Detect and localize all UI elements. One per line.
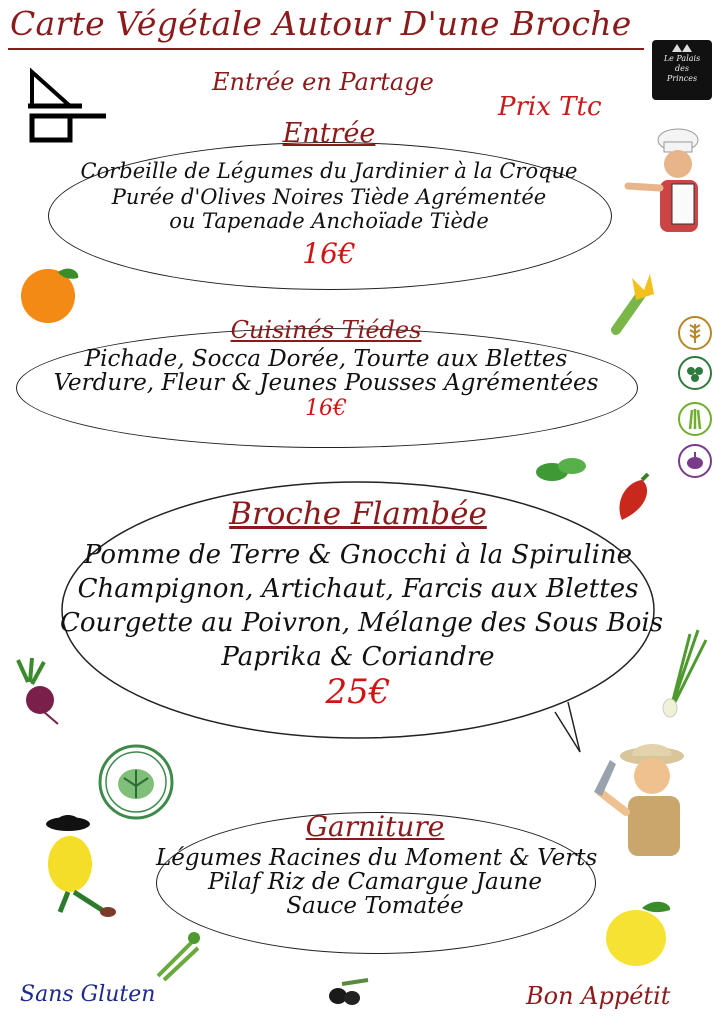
explorer-chef-icon: [586, 742, 712, 870]
beet-icon: [8, 654, 68, 726]
menu-item-line: Verdure, Fleur & Jeunes Pousses Agrémentées: [53, 370, 599, 396]
olive-badge-icon: [678, 356, 712, 390]
palace-logo-icon: [652, 40, 712, 100]
title-underline: [8, 48, 644, 50]
section-broche: [60, 496, 664, 712]
section-heading: Entrée: [282, 118, 376, 149]
logo-line-1: Le Palais: [663, 54, 701, 63]
cabbage-stamp-icon: [96, 742, 176, 822]
orange-icon: [18, 264, 84, 324]
wheat-badge-icon: [678, 316, 712, 350]
section-entree: [48, 118, 610, 270]
zucchini-flower-icon: [606, 270, 662, 336]
menu-item-line: Pichade, Socca Dorée, Tourte aux Blettes: [84, 346, 568, 372]
spring-onion-icon: [656, 624, 712, 720]
menu-item-line: Courgette au Poivron, Mélange des Sous Bois: [60, 608, 664, 638]
menu-item-line: ou Tapenade Anchoïade Tiède: [169, 209, 489, 233]
menu-item-line: Paprika & Coriandre: [221, 642, 495, 672]
garlic-badge-icon: [678, 444, 712, 478]
logo-line-2: des: [675, 64, 689, 73]
menu-item-line: Champignon, Artichaut, Farcis aux Blettes: [77, 574, 639, 604]
celery-badge-icon: [678, 402, 712, 436]
logo-line-3: Princes: [666, 74, 698, 83]
menu-item-line: Purée d'Olives Noires Tiède Agrémentée: [111, 185, 547, 209]
price-label: 16€: [305, 396, 347, 421]
menu-item-line: Légumes Racines du Moment & Verts: [156, 845, 598, 871]
price-label: 16€: [302, 237, 356, 270]
menu-item-line: Corbeille de Légumes du Jardinier à la Croque: [80, 159, 578, 183]
olives-icon: [322, 974, 374, 1010]
menu-item-line: Pilaf Riz de Camargue Jaune: [208, 869, 542, 895]
chef-icon: [622, 128, 718, 238]
lemon-icon: [602, 896, 674, 970]
section-heading: Cuisinés Tiédes: [230, 316, 422, 344]
pepper-icon: [612, 472, 656, 524]
menu-title: Carte Végétale Autour D'une Broche: [10, 4, 632, 43]
menu-item-line: Pomme de Terre & Gnocchi à la Spiruline: [83, 540, 633, 570]
section-heading: Broche Flambée: [229, 496, 487, 532]
basil-icon: [534, 452, 590, 486]
lemon-character-icon: [38, 814, 124, 924]
footer-gluten-note: Sans Gluten: [20, 982, 156, 1007]
menu-item-line: Sauce Tomatée: [286, 893, 464, 919]
price-label: 25€: [325, 672, 391, 712]
menu-subtitle: Entrée en Partage: [212, 68, 434, 96]
section-garniture: [156, 810, 598, 919]
footer-closing: Bon Appétit: [526, 982, 671, 1010]
section-cuisines: [16, 316, 636, 421]
celery-icon: [150, 928, 206, 984]
price-note: Prix Ttc: [498, 92, 602, 122]
section-heading: Garniture: [305, 810, 445, 843]
